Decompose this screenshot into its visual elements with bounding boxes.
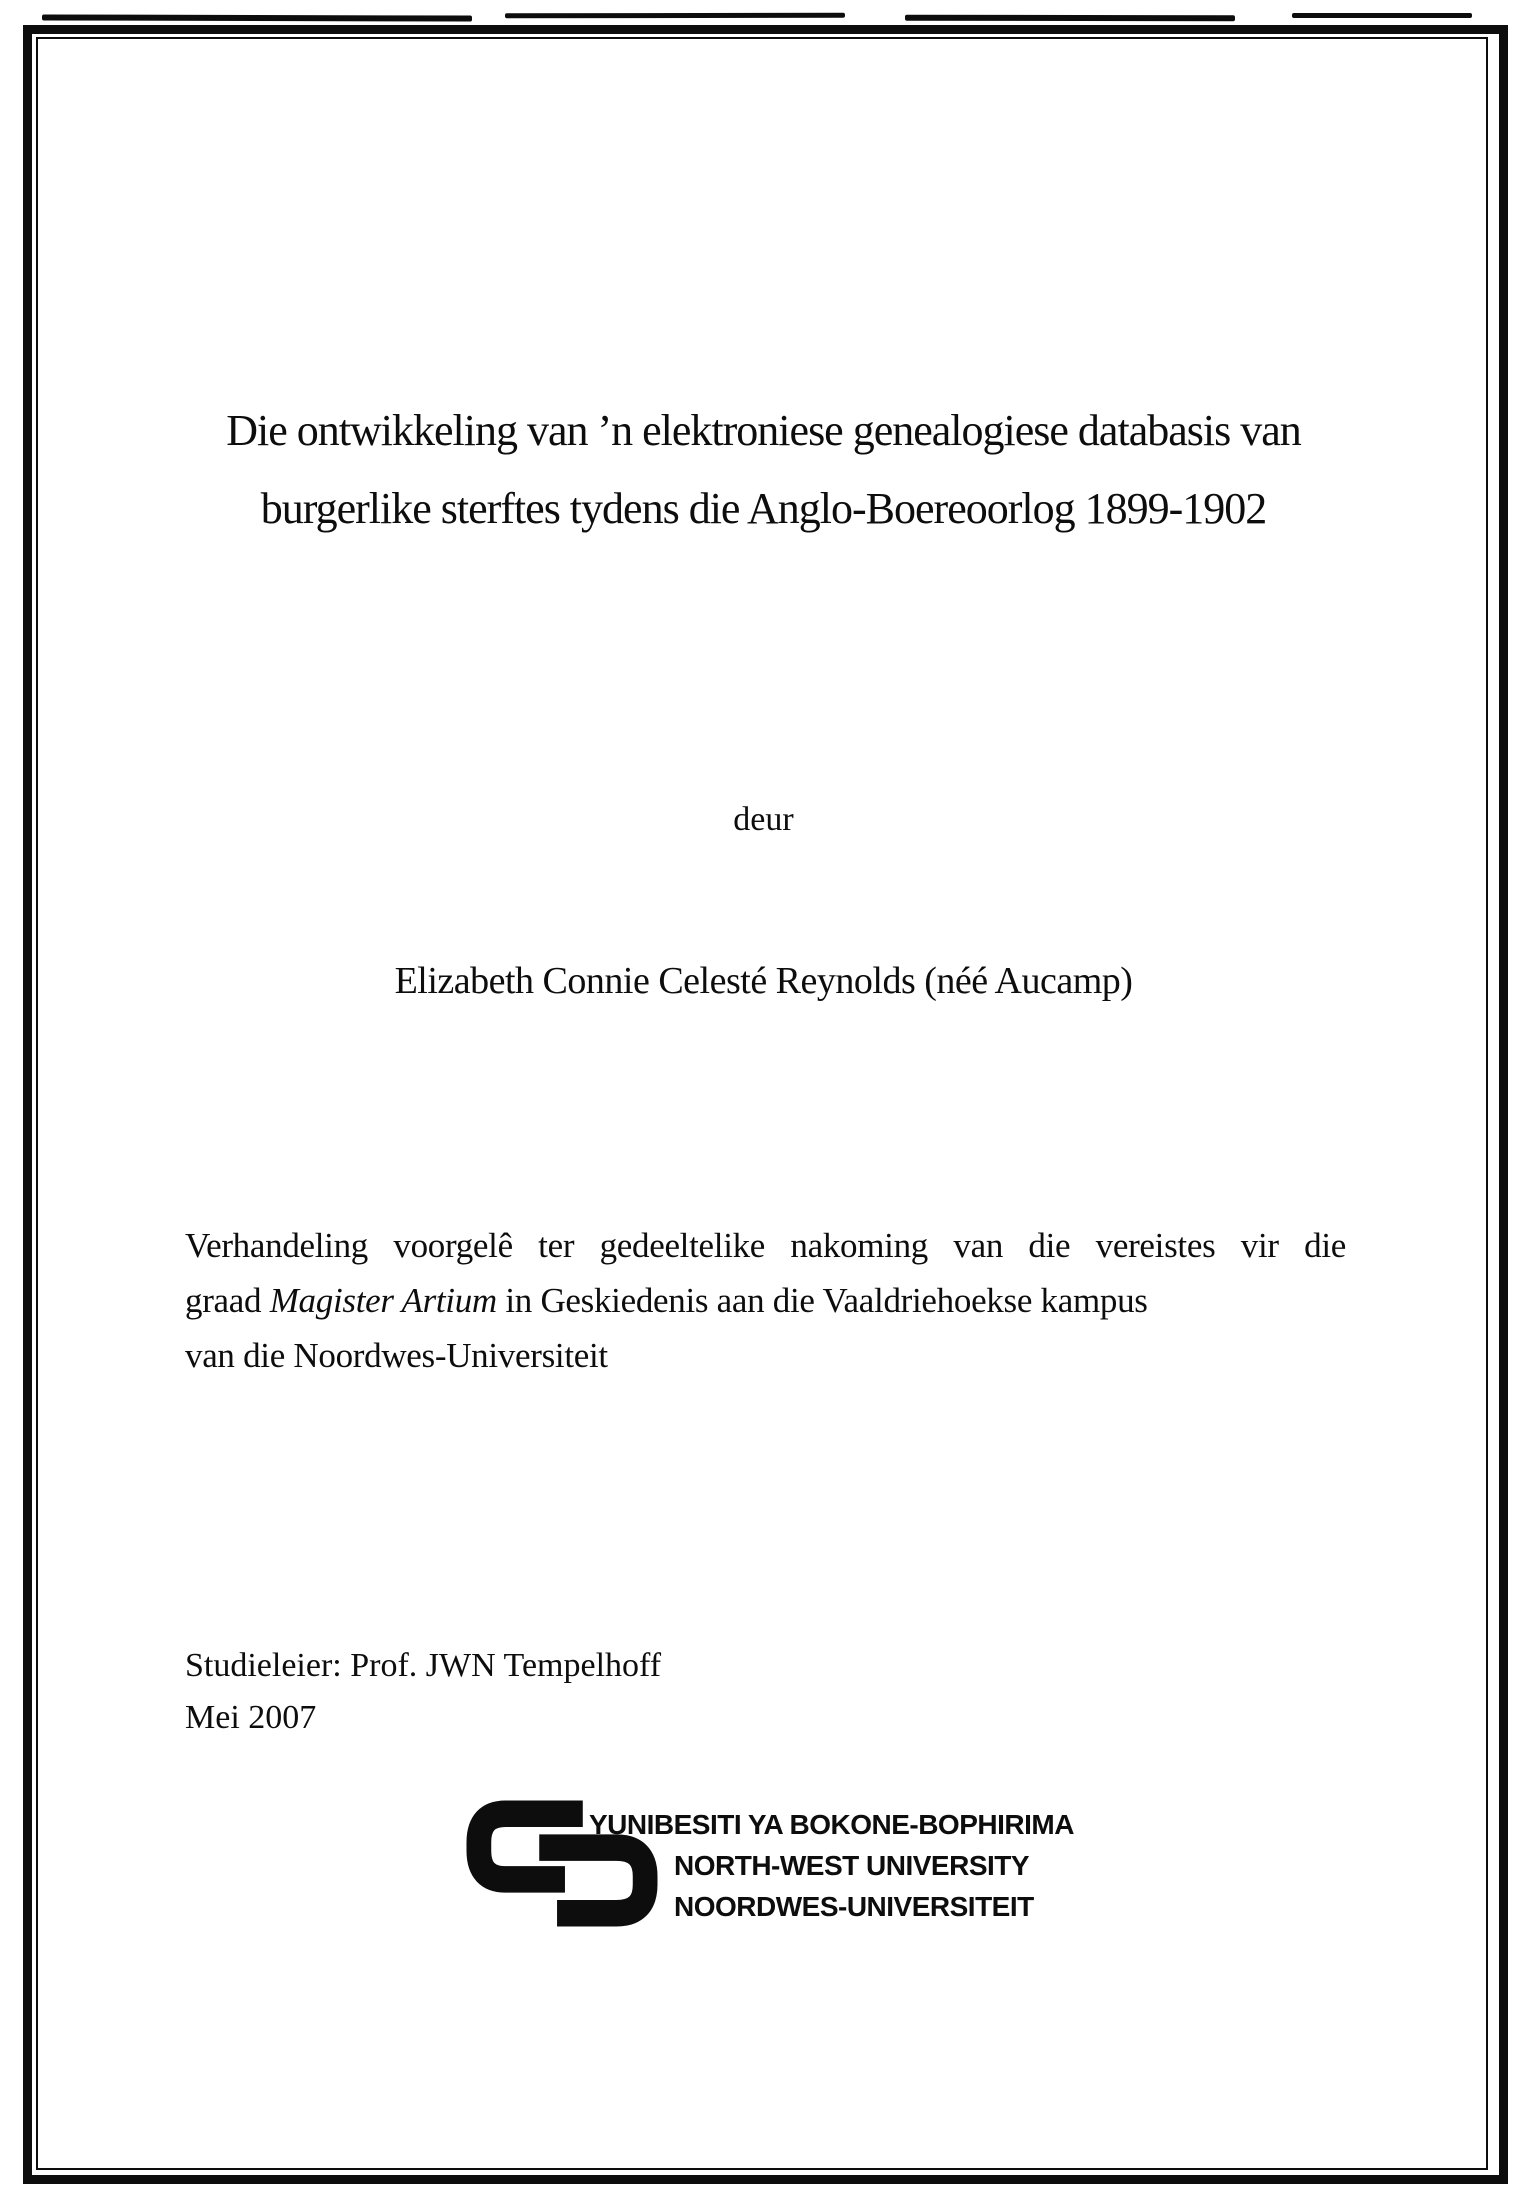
date-line: Mei 2007 xyxy=(185,1699,317,1736)
author-name: Elizabeth Connie Celesté Reynolds (néé Aucamp) xyxy=(394,960,1133,1002)
scan-artifact xyxy=(505,13,845,19)
thesis-title-line1: Die ontwikkeling van ’n elektroniese genealogiese databasis van xyxy=(226,406,1301,455)
supervisor-line: Studieleier: Prof. JWN Tempelhoff xyxy=(185,1647,662,1684)
logo-wordmark-line1: YUNIBESITI YA BOKONE-BOPHIRIMA xyxy=(589,1809,1074,1840)
scan-artifact xyxy=(42,14,472,21)
supervisor-block xyxy=(185,1640,661,1744)
degree-statement-line2 xyxy=(185,1273,1346,1328)
degree-name: Magister Artium xyxy=(269,1281,497,1320)
degree-statement-line2-prefix: graad xyxy=(185,1281,270,1320)
byline: deur xyxy=(733,801,794,838)
logo-wordmark-line3: NOORDWES-UNIVERSITEIT xyxy=(674,1891,1034,1922)
degree-statement-line3: van die Noordwes-Universiteit xyxy=(185,1336,608,1375)
degree-statement xyxy=(185,1218,1346,1383)
degree-statement-line1: Verhandeling voorgelê ter gedeeltelike nakoming van die vereistes vir die xyxy=(185,1226,1346,1265)
scan-artifact xyxy=(1292,13,1472,18)
nwu-logo-wordmark xyxy=(589,1804,1074,1927)
logo-wordmark-line2: NORTH-WEST UNIVERSITY xyxy=(674,1850,1030,1881)
thesis-title xyxy=(90,392,1437,548)
scan-artifact xyxy=(905,15,1235,22)
degree-statement-line2-suffix: in Geskiedenis aan die Vaaldriehoekse kampus xyxy=(496,1281,1148,1320)
thesis-title-line2: burgerlike sterftes tydens die Anglo-Boereoorlog 1899-1902 xyxy=(260,484,1267,533)
